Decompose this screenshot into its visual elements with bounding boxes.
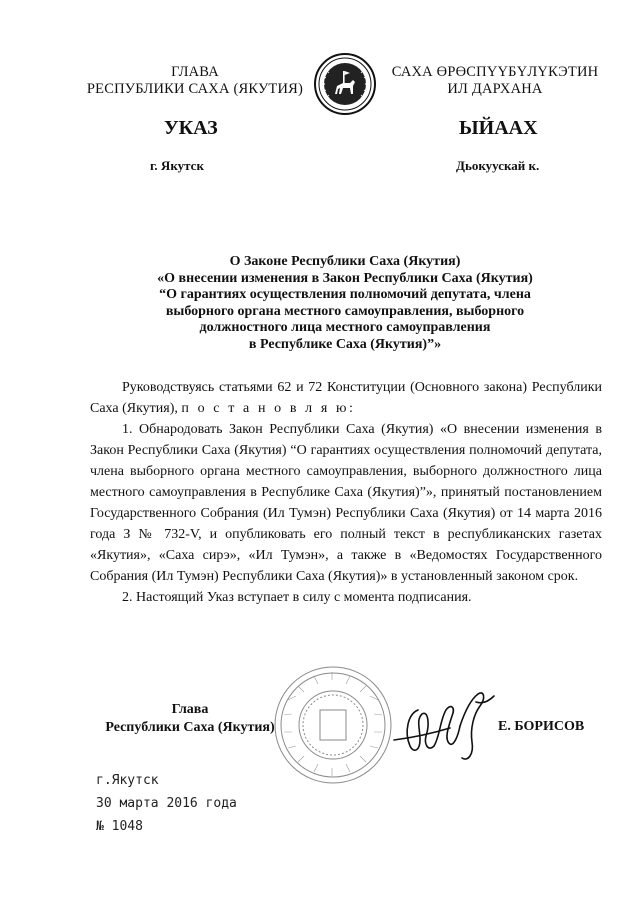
decree-item-2: 2. Настоящий Указ вступает в силу с момента подписания. <box>122 590 472 605</box>
handwritten-signature-icon <box>390 680 500 770</box>
document-type-sakha: ЫЙААХ <box>459 117 538 139</box>
signatory-title-line-2: Республики Саха (Якутия) <box>105 720 275 735</box>
signatory-name: Е. БОРИСОВ <box>498 719 585 734</box>
issuer-line-1: ГЛАВА <box>171 64 219 80</box>
title-line: выборного органа местного самоуправления, выборного <box>165 303 525 319</box>
preamble-text: Руководствуясь статьями 62 и 72 Конституции (Основного закона) Республики Саха (Якутия), <box>90 380 602 416</box>
title-line: “О гарантиях осуществления полномочий депутата, члена <box>159 287 531 302</box>
signatory-title-line-1: Глава <box>171 702 209 717</box>
issuer-header-sakha <box>360 64 630 98</box>
registration-date: 30 марта 2016 года <box>96 796 237 811</box>
decree-title <box>90 254 600 353</box>
issuer-line-2: РЕСПУБЛИКИ САХА (ЯКУТИЯ) <box>86 81 304 97</box>
title-line: «О внесении изменения в Закон Республики Саха (Якутия) <box>157 270 533 286</box>
title-line: в Республике Саха (Якутия)”» <box>248 336 442 352</box>
signatory-title <box>90 701 290 737</box>
registration-block <box>96 769 237 838</box>
registration-number: № 1048 <box>96 819 143 834</box>
decree-body <box>90 377 602 608</box>
title-line: должностного лица местного самоуправления <box>199 320 491 335</box>
registration-city: г.Якутск <box>96 773 159 788</box>
decree-item-1: 1. Обнародовать Закон Республики Саха (Якутия) «О внесении изменения в Закон Республики Саха (Якутия) “О гарантиях осуществления полномочий депутата, члена выборного органа местного самоуправления, выборного должностного лица местного самоуправления в Республике Саха (Якутия)”», принятый постановлением Государственного Собрания (Ил Тумэн) Республики Саха (Якутия) от 14 марта 2016 года З № 732-V, и опубликовать его полный текст в республиканских газетах «Якутия», «Саха сирэ», «Ил Тумэн», а также в «Ведомостях Государственного Собрания (Ил Тумэн) Республики Саха (Якутия)» в установленный законом срок. <box>90 422 602 584</box>
city-russian: г. Якутск <box>150 158 204 173</box>
issuer-line-1-sakha: САХА ӨРӨСПҮҮБҮЛҮКЭТИН <box>391 64 599 80</box>
document-type-russian: УКАЗ <box>164 117 218 139</box>
title-line: О Законе Республики Саха (Якутия) <box>229 254 461 269</box>
issuer-header-russian <box>60 64 330 98</box>
resolve-word: п о с т а н о в л я ю: <box>181 401 356 416</box>
issuer-line-2-sakha: ИЛ ДАРХАНА <box>447 81 543 97</box>
city-sakha: Дьокуускай к. <box>456 158 540 173</box>
preamble-paragraph <box>90 377 602 419</box>
